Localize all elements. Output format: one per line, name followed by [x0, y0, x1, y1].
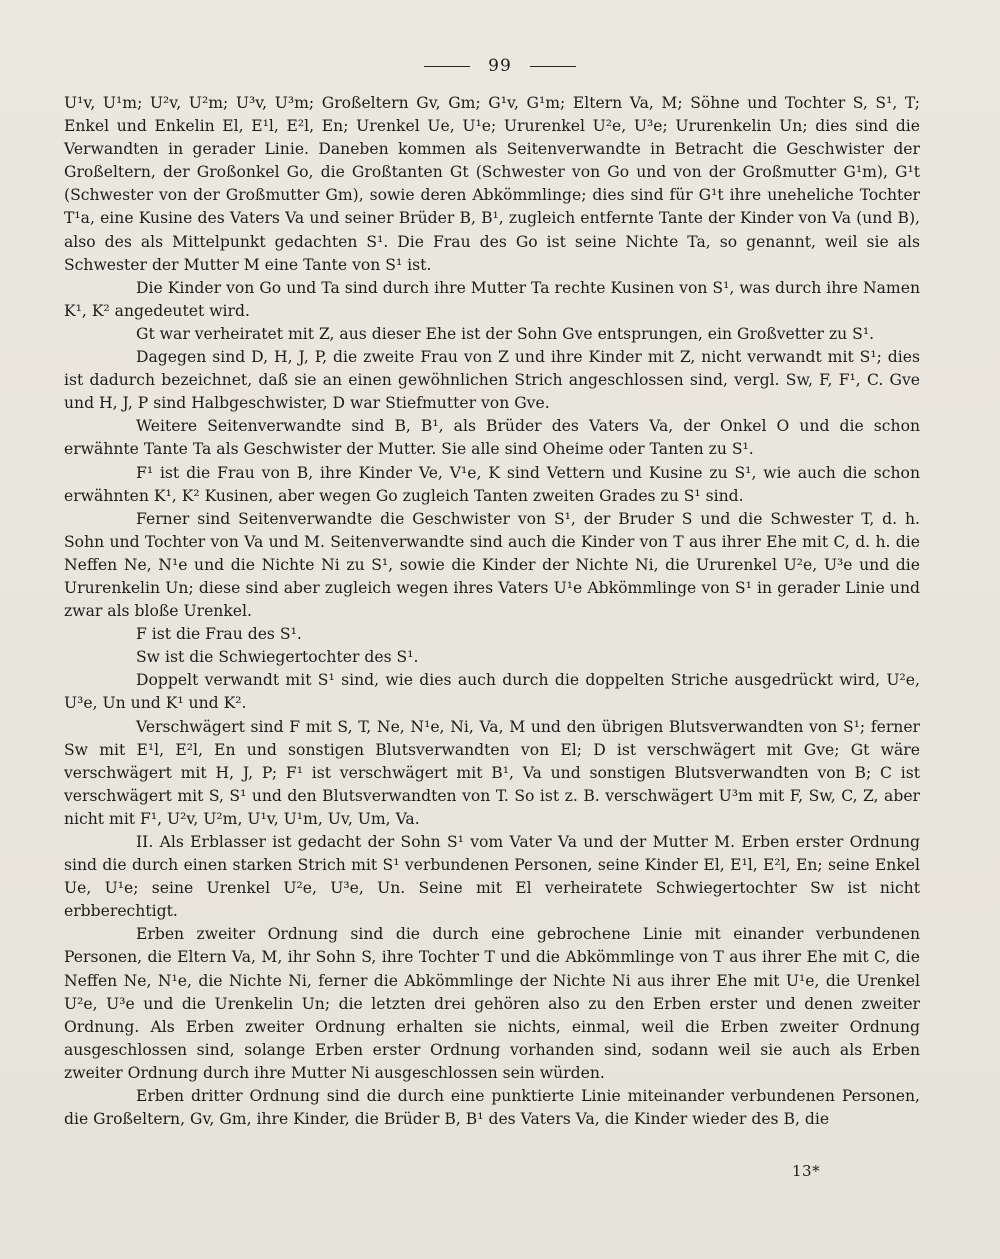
paragraph: Die Kinder von Go und Ta sind durch ihre Mutter Ta rechte Kusinen von S¹, was durch ihre Namen K¹, K² angedeutet wird. — [64, 278, 920, 320]
paragraph: II. Als Erblasser ist gedacht der Sohn S¹ vom Vater Va und der Mutter M. Erben erster Ordnung sind die durch einen starken Strich mit S¹ verbundenen Personen, seine Kinder El, E¹l, E²l, En; seine Enkel Ue, U¹e; seine Urenkel U²e, U³e, Un. Seine mit El verheiratete Schwiegertochter Sw ist nicht erbberechtigt. — [64, 833, 920, 921]
signature-mark: 13* — [792, 1162, 821, 1180]
body-text — [64, 92, 920, 1131]
paragraph: Dagegen sind D, H, J, P, die zweite Frau von Z und ihre Kinder mit Z, nicht verwandt mit S¹; dies ist dadurch bezeichnet, daß sie an einen gewöhnlichen Strich angeschlossen sind, vergl. Sw, F, F¹, C. Gve und H, J, P sind Halbgeschwister, D war Stiefmutter von Gve. — [64, 348, 920, 413]
paragraph: Gt war verheiratet mit Z, aus dieser Ehe ist der Sohn Gve entsprungen, ein Großvetter zu S¹. — [136, 324, 875, 343]
paragraph: U¹v, U¹m; U²v, U²m; U³v, U³m; Großeltern Gv, Gm; G¹v, G¹m; Eltern Va, M; Söhne und Tochter S, S¹, T; Enkel und Enkelin El, E¹l, E²l, En; Urenkel Ue, U¹e; Ururenkel U²e, U³e; Ururenkelin Un; dies sind die Verwandten in gerader Linie. Daneben kommen als Seitenverwandte in Betracht die Geschwister der Großeltern, der Großonkel Go, die Großtanten Gt (Schwester von Go und von der Großmutter G¹m), G¹t (Schwester von der Großmutter Gm), sowie deren Abkömmlinge; dies sind für G¹t ihre uneheliche Tochter T¹a, eine Kusine des Vaters Va und seiner Brüder B, B¹, zugleich entfernte Tante der Kinder von Va (und B), also des als Mittelpunkt gedachten S¹. Die Frau des Go ist seine Nichte Ta, so genannt, weil sie als Schwester der Mutter M eine Tante von S¹ ist. — [64, 94, 920, 274]
paragraph: Sw ist die Schwiegertochter des S¹. — [136, 648, 419, 667]
paragraph: Erben dritter Ordnung sind die durch eine punktierte Linie miteinander verbundenen Personen, die Großeltern, Gv, Gm, ihre Kinder, die Brüder B, B¹ des Vaters Va, die Kinder wieder des B, die — [64, 1087, 920, 1129]
paragraph: Verschwägert sind F mit S, T, Ne, N¹e, Ni, Va, M und den übrigen Blutsverwandten von S¹; ferner Sw mit E¹l, E²l, En und sonstigen Blutsverwandten von El; D ist verschwägert mit Gve; Gt wäre verschwägert mit H, J, P; F¹ ist verschwägert mit B¹, Va und sonstigen Blutsverwandten von B; C ist verschwägert mit S, S¹ und den Blutsverwandten von T. So ist z. B. verschwägert U³m mit F, Sw, C, Z, aber nicht mit F¹, U²v, U²m, U¹v, U¹m, Uv, Um, Va. — [64, 717, 920, 828]
header-rule-right — [530, 66, 576, 67]
page-number: 99 — [488, 56, 512, 76]
paragraph: Doppelt verwandt mit S¹ sind, wie dies auch durch die doppelten Striche ausgedrückt wird, U²e, U³e, Un und K¹ und K². — [64, 671, 920, 713]
paragraph: Erben zweiter Ordnung sind die durch eine gebrochene Linie mit einander verbundenen Personen, die Eltern Va, M, ihr Sohn S, ihre Tochter T und die Abkömmlinge von T aus ihrer Ehe mit C, die Neffen Ne, N¹e, die Nichte Ni, ferner die Abkömmlinge der Nichte Ni aus ihrer Ehe mit U¹e, die Urenkel U²e, U³e und die Urenkelin Un; die letzten drei gehören also zu den Erben erster und denen zweiter Ordnung. Als Erben zweiter Ordnung erhalten sie nichts, einmal, weil die Erben zweiter Ordnung ausgeschlossen sind, solange Erben erster Ordnung vorhanden sind, sodann weil sie auch als Erben zweiter Ordnung durch ihre Mutter Ni ausgeschlossen sein würden. — [64, 925, 920, 1082]
paragraph: Ferner sind Seitenverwandte die Geschwister von S¹, der Bruder S und die Schwester T, d. h. Sohn und Tochter von Va und M. Seitenverwandte sind auch die Kinder von T aus ihrer Ehe mit C, d. h. die Neffen Ne, N¹e und die Nichte Ni zu S¹, sowie die Kinder der Nichte Ni, die Ururenkel U²e, U³e und die Ururenkelin Un; diese sind aber zugleich wegen ihres Vaters U¹e Abkömmlinge von S¹ in gerader Linie und zwar als bloße Urenkel. — [64, 509, 920, 621]
paragraph: F¹ ist die Frau von B, ihre Kinder Ve, V¹e, K sind Vettern und Kusine zu S¹, wie auch die schon erwähnten K¹, K² Kusinen, aber wegen Go zugleich Tanten zweiten Grades zu S¹ sind. — [64, 463, 920, 505]
page-header — [0, 56, 1000, 76]
paragraph: F ist die Frau des S¹. — [136, 625, 302, 644]
header-rule-left — [424, 66, 470, 67]
paragraph: Weitere Seitenverwandte sind B, B¹, als Brüder des Vaters Va, der Onkel O und die schon erwähnte Tante Ta als Geschwister der Mutter. Sie alle sind Oheime oder Tanten zu S¹. — [64, 417, 920, 459]
